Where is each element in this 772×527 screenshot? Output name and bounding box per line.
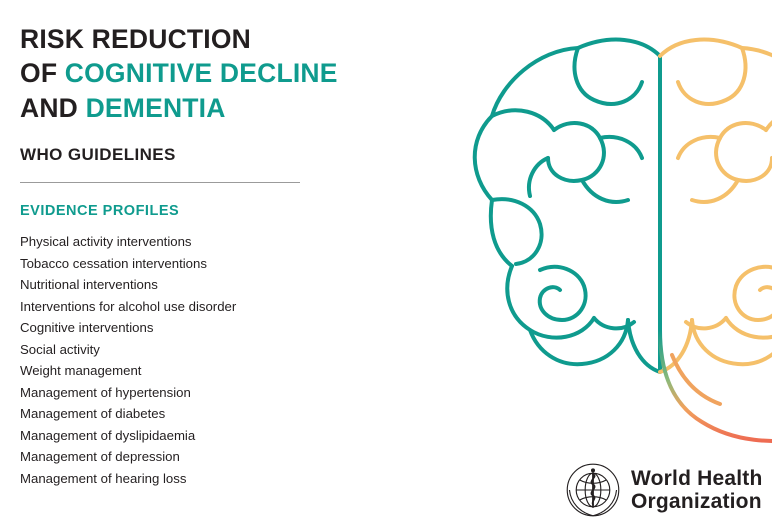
title-segment-accent: DEMENTIA bbox=[85, 92, 226, 123]
list-item: Social activity bbox=[20, 341, 100, 357]
who-logo bbox=[565, 462, 763, 518]
list-item: Tobacco cessation interventions bbox=[20, 255, 207, 271]
title-segment: RISK REDUCTION bbox=[20, 24, 252, 54]
list-item: Interventions for alcohol use disorder bbox=[20, 298, 237, 314]
brain-left-hemisphere bbox=[475, 40, 660, 372]
who-wordmark-line1: World Health bbox=[631, 467, 763, 490]
divider-rule bbox=[20, 182, 300, 183]
list-item: Weight management bbox=[20, 363, 142, 379]
list-item: Management of hypertension bbox=[20, 384, 191, 400]
brain-stem bbox=[660, 330, 772, 441]
who-emblem-icon bbox=[565, 462, 621, 518]
list-item: Nutritional interventions bbox=[20, 277, 158, 293]
cover-text-column bbox=[20, 22, 338, 489]
list-item: Management of dyslipidaemia bbox=[20, 427, 196, 443]
evidence-profiles-list bbox=[20, 231, 320, 489]
list-item: Management of depression bbox=[20, 449, 180, 465]
title-line-2 bbox=[20, 56, 338, 90]
list-item: Physical activity interventions bbox=[20, 234, 192, 250]
page-subtitle: WHO GUIDELINES bbox=[20, 145, 176, 165]
title-segment: OF bbox=[20, 58, 65, 89]
who-wordmark-line2: Organization bbox=[631, 490, 762, 513]
list-item: Cognitive interventions bbox=[20, 320, 154, 336]
brain-illustration bbox=[342, 0, 772, 470]
title-line-3 bbox=[20, 91, 320, 125]
title-line-1 bbox=[20, 22, 320, 56]
title-segment: AND bbox=[20, 92, 86, 123]
title-segment-accent: COGNITIVE DECLINE bbox=[64, 58, 338, 89]
page-title bbox=[20, 22, 338, 125]
section-heading-evidence-profiles: EVIDENCE PROFILES bbox=[20, 203, 180, 220]
list-item: Management of diabetes bbox=[20, 406, 166, 422]
list-item: Management of hearing loss bbox=[20, 470, 187, 486]
brain-right-hemisphere bbox=[660, 40, 772, 372]
who-wordmark bbox=[631, 467, 763, 513]
